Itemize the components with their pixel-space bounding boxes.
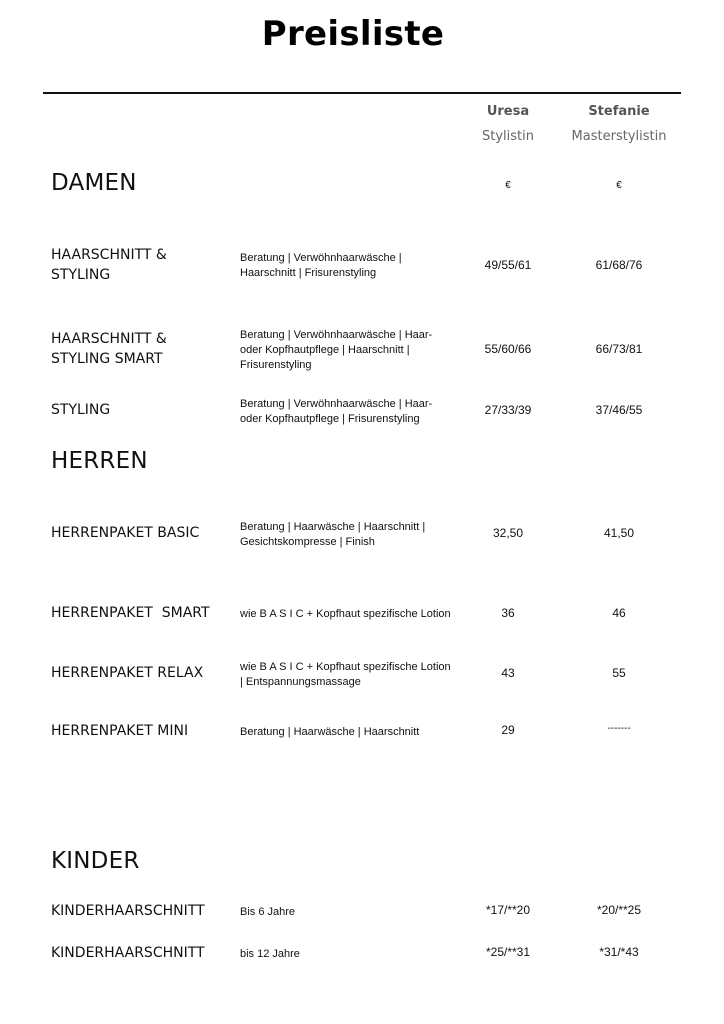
price-stefanie: -------: [607, 723, 631, 734]
service-name-line: HAARSCHNITT &: [51, 247, 167, 263]
column-role-uresa: Stylistin: [482, 129, 534, 144]
service-name: [51, 721, 231, 741]
service-name-line: STYLING: [51, 402, 111, 418]
description-line: Frisurenstyling: [240, 359, 312, 371]
service-name-line: HAARSCHNITT &: [51, 331, 167, 347]
description-line: Gesichtskompresse | Finish: [240, 536, 375, 548]
service-name-line: KINDERHAARSCHNITT: [51, 945, 205, 961]
price-uresa: *17/**20: [485, 903, 531, 917]
section-heading-damen: DAMEN: [51, 170, 137, 196]
service-description: [240, 947, 460, 962]
price-stefanie: 46: [612, 606, 626, 620]
service-name: [51, 245, 231, 285]
price-uresa: 49/55/61: [484, 258, 532, 272]
description-line: Beratung | Haarwäsche | Haarschnitt: [240, 726, 420, 738]
service-description: [240, 607, 465, 622]
description-line: Bis 6 Jahre: [240, 906, 296, 918]
description-line: Beratung | Verwöhnhaarwäsche |: [240, 252, 402, 264]
service-name: [51, 400, 231, 420]
section-heading-kinder: KINDER: [51, 848, 140, 874]
column-header-stefanie: Stefanie: [588, 104, 650, 119]
price-uresa: 55/60/66: [484, 342, 532, 356]
service-description: [240, 251, 460, 281]
price-stefanie: *20/**25: [596, 903, 642, 917]
section-heading-herren: HERREN: [51, 448, 148, 474]
price-uresa: 29: [501, 723, 515, 737]
description-line: Haarschnitt | Frisurenstyling: [240, 267, 377, 279]
service-name: [51, 663, 231, 683]
service-name: [51, 901, 231, 921]
price-stefanie: 66/73/81: [595, 342, 643, 356]
description-line: oder Kopfhautpflege | Frisurenstyling: [240, 413, 420, 425]
description-line: wie B A S I C + Kopfhaut spezifische Lotion: [240, 608, 451, 620]
service-description: [240, 725, 460, 740]
service-description: [240, 328, 460, 373]
description-line: wie B A S I C + Kopfhaut spezifische Lotion: [240, 661, 451, 673]
service-name-line: KINDERHAARSCHNITT: [51, 903, 205, 919]
service-name: [51, 329, 231, 369]
price-uresa: 27/33/39: [484, 403, 532, 417]
price-stefanie: *31/*43: [599, 945, 639, 959]
service-description: [240, 660, 465, 690]
price-uresa: 36: [501, 606, 515, 620]
description-line: Beratung | Haarwäsche | Haarschnitt |: [240, 521, 426, 533]
price-stefanie: 61/68/76: [595, 258, 643, 272]
price-uresa: 43: [501, 666, 515, 680]
service-name-line: HERRENPAKET RELAX: [51, 665, 204, 681]
service-name-line: HERRENPAKET SMART: [51, 605, 210, 621]
service-name: [51, 523, 231, 543]
currency-uresa: €: [505, 180, 511, 191]
header-divider: [43, 92, 681, 94]
price-stefanie: 55: [612, 666, 626, 680]
service-name-line: STYLING: [51, 267, 111, 283]
service-description: [240, 520, 460, 550]
price-uresa: 32,50: [492, 526, 524, 540]
column-header-uresa: Uresa: [486, 104, 530, 119]
column-role-stefanie: Masterstylistin: [571, 129, 667, 144]
description-line: bis 12 Jahre: [240, 948, 300, 960]
service-name-line: HERRENPAKET BASIC: [51, 525, 200, 541]
description-line: oder Kopfhautpflege | Haarschnitt |: [240, 344, 410, 356]
currency-stefanie: €: [616, 180, 622, 191]
page-title: Preisliste: [261, 14, 445, 54]
service-name-line: STYLING SMART: [51, 351, 163, 367]
description-line: Beratung | Verwöhnhaarwäsche | Haar-: [240, 398, 433, 410]
service-description: [240, 905, 460, 920]
service-name: [51, 603, 241, 623]
service-name-line: HERRENPAKET MINI: [51, 723, 189, 739]
price-stefanie: 37/46/55: [595, 403, 643, 417]
price-stefanie: 41,50: [603, 526, 635, 540]
description-line: Beratung | Verwöhnhaarwäsche | Haar-: [240, 329, 433, 341]
description-line: | Entspannungsmassage: [240, 676, 361, 688]
price-uresa: *25/**31: [485, 945, 531, 959]
service-name: [51, 943, 231, 963]
service-description: [240, 397, 460, 427]
